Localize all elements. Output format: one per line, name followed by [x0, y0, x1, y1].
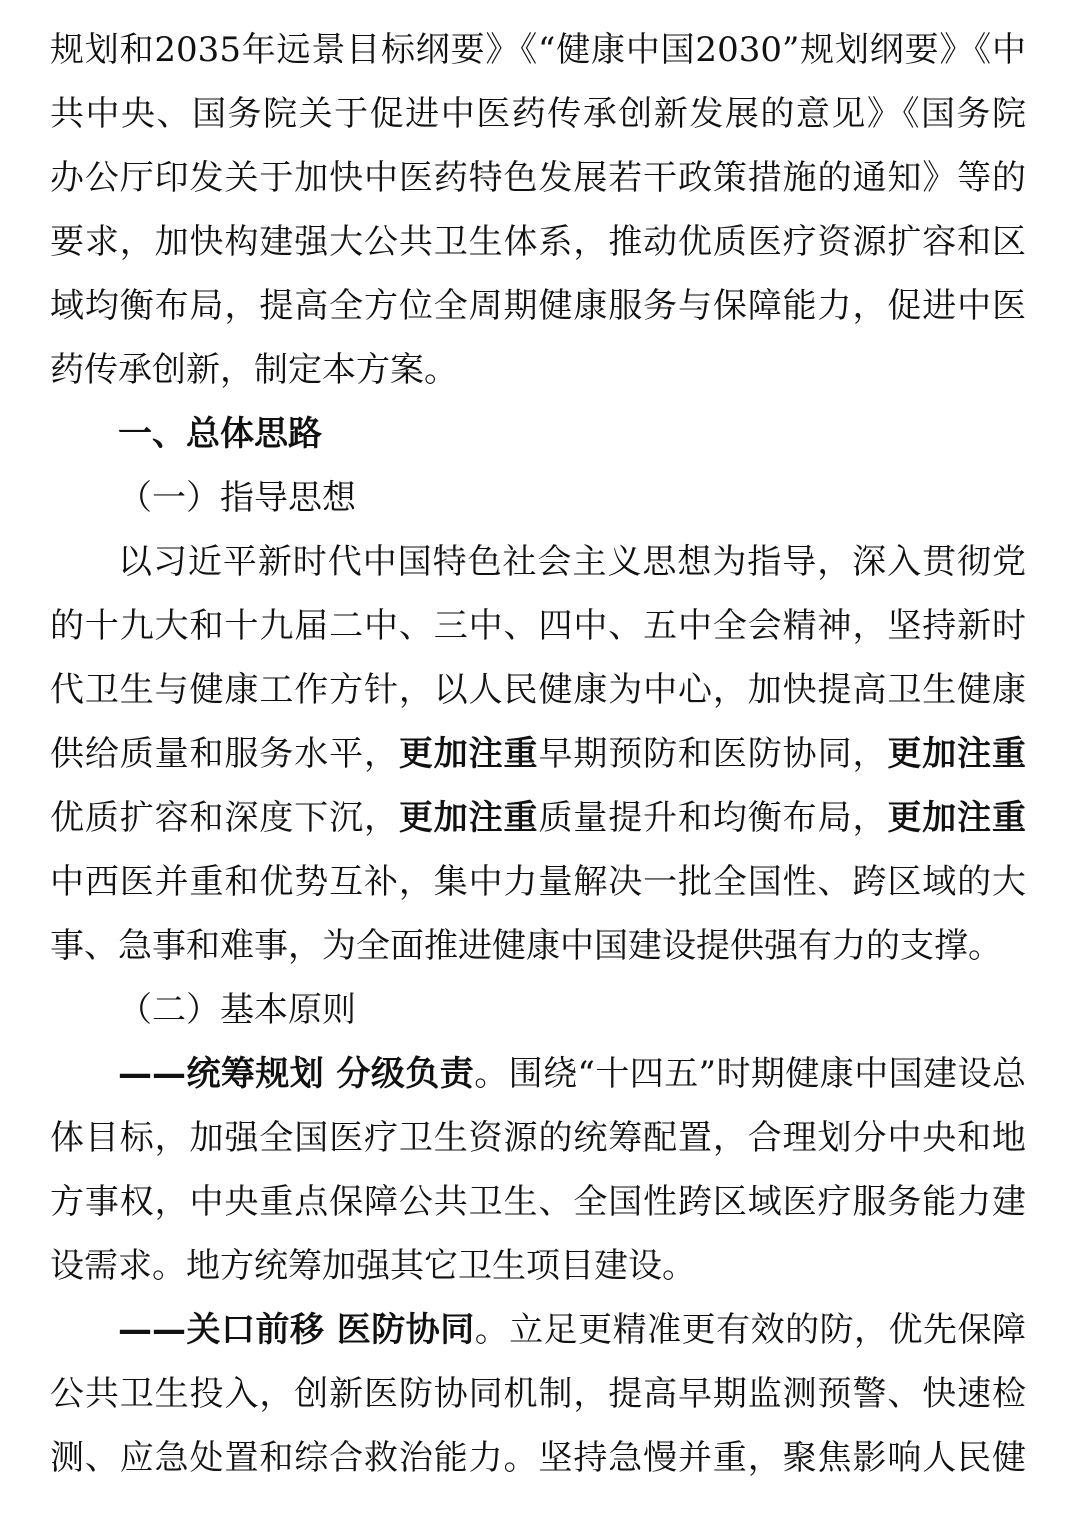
- text-line: 以习近平新时代中国特色社会主义思想为指导，深入贯彻党: [118, 542, 1026, 582]
- emphasis-text: 更加注重: [398, 798, 539, 838]
- text-line: 的十九大和十九届二中、三中、四中、五中全会精神，坚持新时: [50, 606, 1026, 646]
- text-line: 事、急事和难事，为全面推进健康中国建设提供强有力的支撑。: [50, 926, 1002, 966]
- emphasis-text: 更加注重: [887, 734, 1027, 774]
- subsection-heading: （一）指导思想: [118, 478, 356, 518]
- text-line: 药传承创新，制定本方案。: [50, 350, 458, 390]
- text-line-emphasis: [50, 722, 1026, 786]
- principle-title: ——统筹规划 分级负责: [118, 1054, 475, 1094]
- text-line: 中西医并重和优势互补，集中力量解决一批全国性、跨区域的大: [50, 862, 1026, 902]
- text-line: 规划和2035年远景目标纲要》《“健康中国2030”规划纲要》《中: [50, 30, 1026, 70]
- text-line: 域均衡布局，提高全方位全周期健康服务与保障能力，促进中医: [50, 286, 1026, 326]
- text-line: 办公厅印发关于加快中医药特色发展若干政策措施的通知》等的: [50, 158, 1026, 198]
- text-line-emphasis: [50, 786, 1026, 850]
- text-line: 方事权，中央重点保障公共卫生、全国性跨区域医疗服务能力建: [50, 1182, 1026, 1222]
- text-segment: 。立足更精准更有效的防，优先保障: [474, 1310, 1026, 1350]
- text-line: 共中央、国务院关于促进中医药传承创新发展的意见》《国务院: [50, 94, 1026, 134]
- text-segment: 质量提升和均衡布局，: [538, 798, 888, 838]
- text-line: 公共卫生投入，创新医防协同机制，提高早期监测预警、快速检: [50, 1374, 1026, 1414]
- text-line: 体目标，加强全国医疗卫生资源的统筹配置，合理划分中央和地: [50, 1118, 1026, 1158]
- text-line: 代卫生与健康工作方针，以人民健康为中心，加快提高卫生健康: [50, 670, 1026, 710]
- text-segment: 早期预防和医防协同，: [538, 734, 888, 774]
- principle-title: ——关口前移 医防协同: [118, 1310, 475, 1350]
- text-line: 设需求。地方统筹加强其它卫生项目建设。: [50, 1246, 696, 1286]
- principle-line: [50, 1298, 1026, 1362]
- emphasis-text: 更加注重: [887, 798, 1027, 838]
- section-heading: 一、总体思路: [118, 414, 322, 454]
- text-line: 要求，加快构建强大公共卫生体系，推动优质医疗资源扩容和区: [50, 222, 1026, 262]
- text-line: 测、应急处置和综合救治能力。坚持急慢并重，聚焦影响人民健: [50, 1438, 1026, 1478]
- principle-line: [50, 1042, 1026, 1106]
- text-segment: 供给质量和服务水平，: [50, 734, 399, 774]
- emphasis-text: 更加注重: [398, 734, 539, 774]
- subsection-heading: （二）基本原则: [118, 990, 356, 1030]
- text-segment: 。围绕“十四五”时期健康中国建设总: [474, 1054, 1026, 1094]
- text-segment: 优质扩容和深度下沉，: [50, 798, 399, 838]
